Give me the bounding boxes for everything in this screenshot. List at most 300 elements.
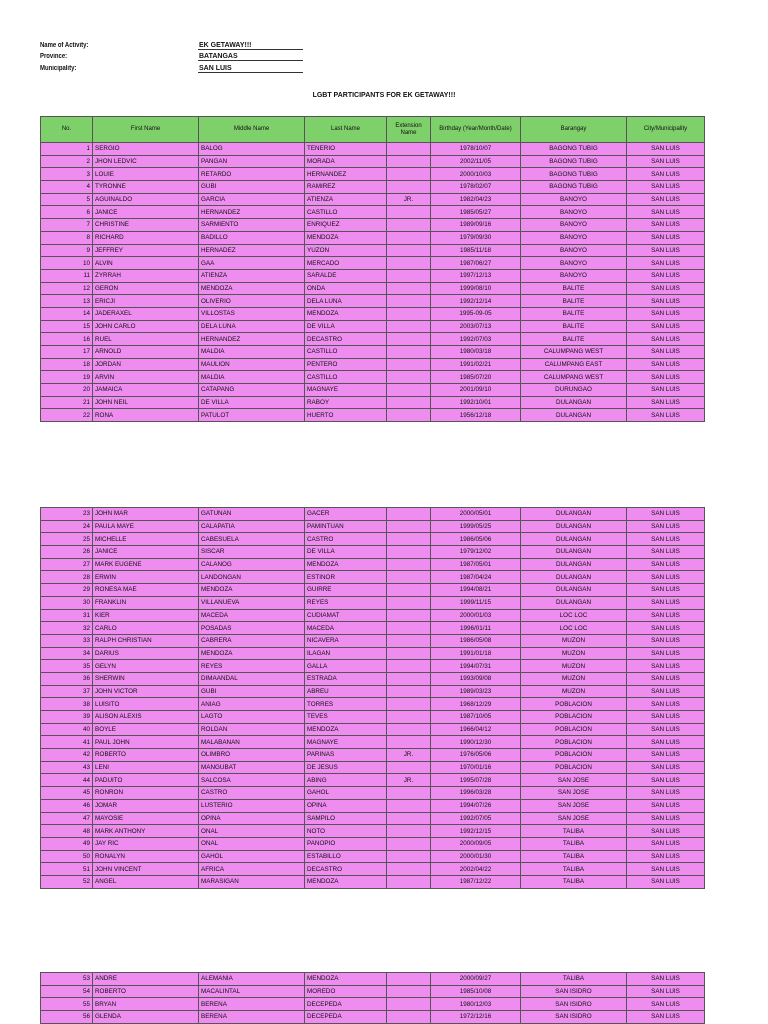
cell-middle-name: DELA LUNA	[199, 320, 305, 333]
cell-first-name: TYRONNE	[93, 181, 199, 194]
cell-extension: JR.	[387, 749, 431, 762]
cell-middle-name: HERNANDEZ	[199, 333, 305, 346]
cell-first-name: LENI	[93, 761, 199, 774]
cell-middle-name: VILLOSTAS	[199, 307, 305, 320]
cell-middle-name: POSADAS	[199, 622, 305, 635]
cell-first-name: CHRISTINE	[93, 219, 199, 232]
cell-extension	[387, 371, 431, 384]
cell-barangay: BALITE	[521, 295, 627, 308]
cell-barangay: BAGONG TUBIG	[521, 168, 627, 181]
cell-middle-name: ONAL	[199, 837, 305, 850]
cell-no: 52	[41, 875, 93, 888]
cell-last-name: MACEDA	[305, 622, 387, 635]
cell-last-name: PARINAS	[305, 749, 387, 762]
activity-name-label: Name of Activity:	[40, 42, 89, 49]
cell-extension	[387, 219, 431, 232]
cell-middle-name: HERNANDEZ	[199, 206, 305, 219]
cell-birthday: 1996/03/28	[431, 787, 521, 800]
cell-birthday: 1986/05/06	[431, 533, 521, 546]
cell-first-name: ERWIN	[93, 571, 199, 584]
cell-barangay: BAGONG TUBIG	[521, 155, 627, 168]
cell-middle-name: LUSTERIO	[199, 799, 305, 812]
cell-city: SAN LUIS	[627, 143, 705, 156]
cell-first-name: ANDRE	[93, 973, 199, 986]
cell-middle-name: CATAPANG	[199, 384, 305, 397]
cell-extension	[387, 672, 431, 685]
header-first-name: First Name	[93, 117, 199, 143]
cell-first-name: RICHARD	[93, 231, 199, 244]
cell-birthday: 1987/05/01	[431, 558, 521, 571]
participants-table-3	[40, 972, 705, 1024]
cell-extension	[387, 396, 431, 409]
cell-first-name: MICHELLE	[93, 533, 199, 546]
cell-barangay: DULANGAN	[521, 409, 627, 422]
cell-last-name: RABOY	[305, 396, 387, 409]
cell-birthday: 2000/01/30	[431, 850, 521, 863]
cell-extension	[387, 596, 431, 609]
table-row	[41, 558, 705, 571]
cell-barangay: BALITE	[521, 320, 627, 333]
cell-barangay: MUZON	[521, 685, 627, 698]
cell-no: 51	[41, 863, 93, 876]
cell-extension	[387, 269, 431, 282]
cell-no: 45	[41, 787, 93, 800]
cell-first-name: JAY RIC	[93, 837, 199, 850]
cell-city: SAN LUIS	[627, 1011, 705, 1024]
cell-birthday: 1991/02/21	[431, 358, 521, 371]
cell-middle-name: MACALINTAL	[199, 985, 305, 998]
cell-first-name: PADUITO	[93, 774, 199, 787]
cell-middle-name: DE VILLA	[199, 396, 305, 409]
cell-extension	[387, 761, 431, 774]
cell-last-name: HERNANDEZ	[305, 168, 387, 181]
cell-extension	[387, 558, 431, 571]
cell-city: SAN LUIS	[627, 384, 705, 397]
cell-extension	[387, 1011, 431, 1024]
cell-no: 12	[41, 282, 93, 295]
cell-middle-name: MALABANAN	[199, 736, 305, 749]
cell-last-name: DECASTRO	[305, 863, 387, 876]
cell-city: SAN LUIS	[627, 837, 705, 850]
cell-last-name: MENDOZA	[305, 875, 387, 888]
cell-barangay: DULANGAN	[521, 508, 627, 521]
cell-city: SAN LUIS	[627, 685, 705, 698]
cell-city: SAN LUIS	[627, 825, 705, 838]
cell-city: SAN LUIS	[627, 647, 705, 660]
cell-extension	[387, 333, 431, 346]
table-row	[41, 825, 705, 838]
cell-no: 7	[41, 219, 93, 232]
table-row	[41, 396, 705, 409]
cell-last-name: PENTERO	[305, 358, 387, 371]
cell-extension	[387, 799, 431, 812]
cell-first-name: JORDAN	[93, 358, 199, 371]
cell-birthday: 1966/04/12	[431, 723, 521, 736]
cell-city: SAN LUIS	[627, 533, 705, 546]
cell-no: 28	[41, 571, 93, 584]
cell-first-name: JOHN VICTOR	[93, 685, 199, 698]
cell-birthday: 1979/09/30	[431, 231, 521, 244]
cell-extension	[387, 155, 431, 168]
cell-last-name: DECASTRO	[305, 333, 387, 346]
cell-first-name: JOHN MAR	[93, 508, 199, 521]
table-row	[41, 973, 705, 986]
cell-extension: JR.	[387, 774, 431, 787]
cell-barangay: BANOYO	[521, 206, 627, 219]
cell-first-name: ARVIN	[93, 371, 199, 384]
cell-city: SAN LUIS	[627, 672, 705, 685]
cell-extension	[387, 257, 431, 270]
cell-barangay: SAN JOSE	[521, 774, 627, 787]
cell-birthday: 1978/02/07	[431, 181, 521, 194]
cell-city: SAN LUIS	[627, 723, 705, 736]
cell-middle-name: MAULION	[199, 358, 305, 371]
cell-barangay: TALIBA	[521, 973, 627, 986]
cell-birthday: 1999/05/25	[431, 520, 521, 533]
cell-birthday: 2000/10/03	[431, 168, 521, 181]
cell-city: SAN LUIS	[627, 863, 705, 876]
cell-barangay: TALIBA	[521, 875, 627, 888]
cell-extension	[387, 837, 431, 850]
table-row	[41, 596, 705, 609]
cell-birthday: 1992/12/15	[431, 825, 521, 838]
cell-middle-name: SISCAR	[199, 546, 305, 559]
cell-barangay: LOC LOC	[521, 622, 627, 635]
cell-extension	[387, 736, 431, 749]
cell-extension	[387, 698, 431, 711]
cell-city: SAN LUIS	[627, 219, 705, 232]
cell-city: SAN LUIS	[627, 634, 705, 647]
cell-first-name: JANICE	[93, 546, 199, 559]
cell-no: 53	[41, 973, 93, 986]
table-row	[41, 143, 705, 156]
cell-middle-name: GAHOL	[199, 850, 305, 863]
cell-barangay: POBLACION	[521, 711, 627, 724]
cell-middle-name: DIMAANDAL	[199, 672, 305, 685]
table-row	[41, 837, 705, 850]
cell-last-name: GAHOL	[305, 787, 387, 800]
cell-extension	[387, 787, 431, 800]
cell-no: 39	[41, 711, 93, 724]
cell-barangay: POBLACION	[521, 761, 627, 774]
cell-barangay: BALITE	[521, 333, 627, 346]
cell-city: SAN LUIS	[627, 231, 705, 244]
cell-last-name: MENDOZA	[305, 307, 387, 320]
table-row	[41, 698, 705, 711]
cell-first-name: ANGEL	[93, 875, 199, 888]
cell-birthday: 1979/12/02	[431, 546, 521, 559]
table-row	[41, 1011, 705, 1024]
cell-extension	[387, 584, 431, 597]
cell-middle-name: ANIAG	[199, 698, 305, 711]
cell-city: SAN LUIS	[627, 787, 705, 800]
cell-first-name: AGUINALDO	[93, 193, 199, 206]
cell-birthday: 2000/01/03	[431, 609, 521, 622]
cell-no: 48	[41, 825, 93, 838]
cell-first-name: BRYAN	[93, 998, 199, 1011]
cell-city: SAN LUIS	[627, 749, 705, 762]
cell-first-name: GERON	[93, 282, 199, 295]
cell-last-name: CASTILLO	[305, 371, 387, 384]
cell-last-name: YUZON	[305, 244, 387, 257]
cell-extension	[387, 206, 431, 219]
table-row	[41, 358, 705, 371]
cell-middle-name: MENDOZA	[199, 282, 305, 295]
header-last-name: Last Name	[305, 117, 387, 143]
cell-city: SAN LUIS	[627, 799, 705, 812]
cell-no: 20	[41, 384, 93, 397]
cell-middle-name: OPINA	[199, 812, 305, 825]
cell-barangay: CALUMPANG WEST	[521, 346, 627, 359]
cell-birthday: 1990/12/30	[431, 736, 521, 749]
cell-middle-name: LAGTO	[199, 711, 305, 724]
cell-middle-name: CALANOG	[199, 558, 305, 571]
cell-last-name: DE VILLA	[305, 546, 387, 559]
cell-birthday: 2002/11/05	[431, 155, 521, 168]
cell-birthday: 1982/04/23	[431, 193, 521, 206]
cell-last-name: DECEPEDA	[305, 998, 387, 1011]
cell-first-name: JAMAICA	[93, 384, 199, 397]
cell-no: 3	[41, 168, 93, 181]
cell-barangay: DULANGAN	[521, 396, 627, 409]
cell-first-name: RONA	[93, 409, 199, 422]
cell-last-name: GACER	[305, 508, 387, 521]
cell-barangay: BANOYO	[521, 219, 627, 232]
cell-last-name: REYES	[305, 596, 387, 609]
cell-middle-name: SARMIENTO	[199, 219, 305, 232]
cell-city: SAN LUIS	[627, 546, 705, 559]
cell-barangay: MUZON	[521, 647, 627, 660]
cell-middle-name: VILLANUEVA	[199, 596, 305, 609]
cell-last-name: MAGNAYE	[305, 736, 387, 749]
cell-no: 16	[41, 333, 93, 346]
cell-no: 37	[41, 685, 93, 698]
cell-barangay: BAGONG TUBIG	[521, 181, 627, 194]
cell-extension	[387, 647, 431, 660]
cell-last-name: MORADA	[305, 155, 387, 168]
cell-birthday: 1985/05/27	[431, 206, 521, 219]
cell-last-name: PANOPIO	[305, 837, 387, 850]
cell-last-name: TENERIO	[305, 143, 387, 156]
cell-city: SAN LUIS	[627, 168, 705, 181]
table-row	[41, 711, 705, 724]
table-row	[41, 850, 705, 863]
cell-middle-name: SALCOSA	[199, 774, 305, 787]
cell-extension	[387, 711, 431, 724]
cell-birthday: 2003/07/13	[431, 320, 521, 333]
table-row	[41, 622, 705, 635]
cell-birthday: 1980/03/18	[431, 346, 521, 359]
cell-barangay: DURUNGAO	[521, 384, 627, 397]
table-row	[41, 320, 705, 333]
cell-last-name: ESTRADA	[305, 672, 387, 685]
cell-city: SAN LUIS	[627, 558, 705, 571]
cell-last-name: DE VILLA	[305, 320, 387, 333]
cell-no: 44	[41, 774, 93, 787]
cell-middle-name: PATULOT	[199, 409, 305, 422]
cell-barangay: BAGONG TUBIG	[521, 143, 627, 156]
cell-birthday: 1987/10/05	[431, 711, 521, 724]
municipality-value: SAN LUIS	[198, 65, 303, 73]
cell-extension	[387, 863, 431, 876]
header-birthday: Birthday (Year/Month/Date)	[431, 117, 521, 143]
cell-birthday: 2001/09/10	[431, 384, 521, 397]
table-row	[41, 193, 705, 206]
cell-middle-name: ONAL	[199, 825, 305, 838]
cell-birthday: 2000/05/01	[431, 508, 521, 521]
cell-middle-name: RETARDO	[199, 168, 305, 181]
cell-first-name: GELYN	[93, 660, 199, 673]
cell-city: SAN LUIS	[627, 850, 705, 863]
cell-extension	[387, 660, 431, 673]
cell-no: 49	[41, 837, 93, 850]
cell-no: 10	[41, 257, 93, 270]
cell-barangay: CALUMPANG EAST	[521, 358, 627, 371]
cell-no: 1	[41, 143, 93, 156]
cell-first-name: JADERAXEL	[93, 307, 199, 320]
cell-middle-name: CASTRO	[199, 787, 305, 800]
table-row	[41, 155, 705, 168]
cell-first-name: SERGIO	[93, 143, 199, 156]
cell-barangay: LOC LOC	[521, 609, 627, 622]
cell-extension	[387, 520, 431, 533]
cell-extension	[387, 508, 431, 521]
cell-no: 22	[41, 409, 93, 422]
cell-no: 23	[41, 508, 93, 521]
cell-no: 50	[41, 850, 93, 863]
cell-no: 42	[41, 749, 93, 762]
cell-first-name: JOHN CARLO	[93, 320, 199, 333]
cell-last-name: SAMPILO	[305, 812, 387, 825]
cell-city: SAN LUIS	[627, 206, 705, 219]
table-row	[41, 634, 705, 647]
table-row	[41, 660, 705, 673]
cell-barangay: BALITE	[521, 307, 627, 320]
cell-extension	[387, 384, 431, 397]
cell-last-name: MENDOZA	[305, 973, 387, 986]
cell-barangay: BANOYO	[521, 231, 627, 244]
cell-no: 4	[41, 181, 93, 194]
cell-city: SAN LUIS	[627, 244, 705, 257]
cell-birthday: 1992/10/01	[431, 396, 521, 409]
page-title: LGBT PARTICIPANTS FOR EK GETAWAY!!!	[312, 92, 456, 99]
cell-barangay: MUZON	[521, 660, 627, 673]
cell-extension	[387, 181, 431, 194]
cell-city: SAN LUIS	[627, 584, 705, 597]
cell-no: 55	[41, 998, 93, 1011]
cell-last-name: SARALDE	[305, 269, 387, 282]
cell-first-name: JEFFREY	[93, 244, 199, 257]
cell-birthday: 1989/09/16	[431, 219, 521, 232]
cell-first-name: JANICE	[93, 206, 199, 219]
cell-birthday: 1972/12/16	[431, 1011, 521, 1024]
cell-first-name: ROBERTO	[93, 985, 199, 998]
cell-extension: JR.	[387, 193, 431, 206]
cell-middle-name: CALAPATIA	[199, 520, 305, 533]
table-row	[41, 257, 705, 270]
province-value: BATANGAS	[198, 53, 303, 61]
cell-extension	[387, 533, 431, 546]
cell-extension	[387, 320, 431, 333]
participants-table-2	[40, 507, 705, 889]
table-row	[41, 685, 705, 698]
cell-first-name: MARK ANTHONY	[93, 825, 199, 838]
cell-birthday: 1991/01/18	[431, 647, 521, 660]
cell-middle-name: MENDOZA	[199, 647, 305, 660]
cell-barangay: TALIBA	[521, 837, 627, 850]
table-row	[41, 736, 705, 749]
cell-city: SAN LUIS	[627, 307, 705, 320]
table-row	[41, 333, 705, 346]
cell-extension	[387, 295, 431, 308]
cell-barangay: MUZON	[521, 672, 627, 685]
cell-city: SAN LUIS	[627, 358, 705, 371]
cell-extension	[387, 985, 431, 998]
cell-barangay: MUZON	[521, 634, 627, 647]
cell-city: SAN LUIS	[627, 320, 705, 333]
cell-barangay: SAN JOSE	[521, 787, 627, 800]
cell-city: SAN LUIS	[627, 282, 705, 295]
table-row	[41, 584, 705, 597]
cell-middle-name: BALOG	[199, 143, 305, 156]
province-label: Province:	[40, 53, 68, 60]
cell-barangay: POBLACION	[521, 723, 627, 736]
cell-last-name: ESTINOR	[305, 571, 387, 584]
cell-extension	[387, 168, 431, 181]
cell-middle-name: MANGUBAT	[199, 761, 305, 774]
cell-city: SAN LUIS	[627, 711, 705, 724]
cell-extension	[387, 231, 431, 244]
cell-no: 11	[41, 269, 93, 282]
cell-barangay: TALIBA	[521, 850, 627, 863]
cell-last-name: ABING	[305, 774, 387, 787]
cell-first-name: RUEL	[93, 333, 199, 346]
table-row	[41, 282, 705, 295]
cell-no: 24	[41, 520, 93, 533]
cell-no: 36	[41, 672, 93, 685]
cell-last-name: GALLA	[305, 660, 387, 673]
cell-birthday: 1994/07/26	[431, 799, 521, 812]
cell-barangay: BANOYO	[521, 269, 627, 282]
cell-first-name: KIER	[93, 609, 199, 622]
cell-barangay: DULANGAN	[521, 571, 627, 584]
cell-middle-name: BERENA	[199, 998, 305, 1011]
cell-birthday: 1970/01/16	[431, 761, 521, 774]
cell-no: 33	[41, 634, 93, 647]
cell-no: 54	[41, 985, 93, 998]
cell-no: 19	[41, 371, 93, 384]
cell-first-name: JOHN VINCENT	[93, 863, 199, 876]
cell-middle-name: MARASIGAN	[199, 875, 305, 888]
cell-extension	[387, 409, 431, 422]
cell-extension	[387, 358, 431, 371]
cell-barangay: SAN ISIDRO	[521, 985, 627, 998]
cell-last-name: GUIRRE	[305, 584, 387, 597]
cell-last-name: ATIENZA	[305, 193, 387, 206]
table-row	[41, 647, 705, 660]
cell-birthday: 1999/08/10	[431, 282, 521, 295]
cell-middle-name: MENDOZA	[199, 584, 305, 597]
cell-birthday: 1985/10/08	[431, 985, 521, 998]
cell-birthday: 1992/07/03	[431, 333, 521, 346]
cell-barangay: POBLACION	[521, 736, 627, 749]
cell-no: 31	[41, 609, 93, 622]
cell-city: SAN LUIS	[627, 973, 705, 986]
cell-city: SAN LUIS	[627, 508, 705, 521]
cell-city: SAN LUIS	[627, 193, 705, 206]
cell-barangay: BANOYO	[521, 257, 627, 270]
table-row	[41, 875, 705, 888]
